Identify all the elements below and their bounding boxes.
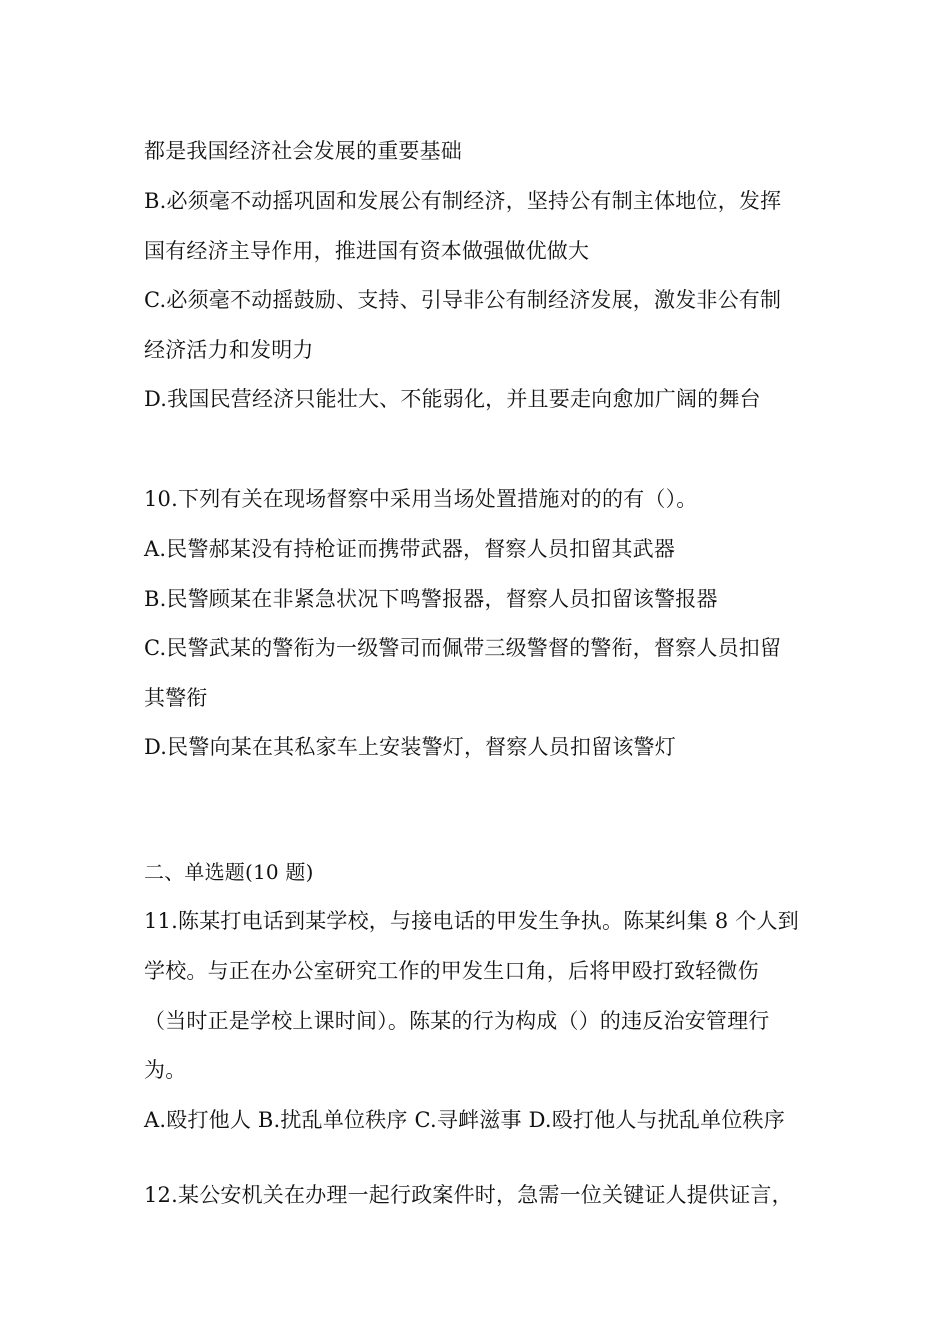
text-line: 其警衔: [144, 686, 208, 710]
section-heading: 二、单选题(10 题): [144, 860, 314, 884]
text-line: 学校。与正在办公室研究工作的甲发生口角，后将甲殴打致轻微伤: [144, 959, 759, 983]
text-line: 都是我国经济社会发展的重要基础: [144, 139, 462, 163]
question-10: 10.下列有关在现场督察中采用当场处置措施对的的有（）。: [144, 487, 698, 511]
text-line: （当时正是学校上课时间）。陈某的行为构成（）的违反治安管理行: [144, 1009, 770, 1033]
text-line: 为。: [144, 1058, 187, 1082]
option-a: A.民警郝某没有持枪证而携带武器，督察人员扣留其武器: [144, 537, 676, 561]
text-line: 经济活力和发明力: [144, 338, 314, 362]
option-b: B.民警顾某在非紧急状况下鸣警报器，督察人员扣留该警报器: [144, 587, 718, 611]
question-11: 11.陈某打电话到某学校，与接电话的甲发生争执。陈某纠集 8 个人到: [144, 909, 799, 933]
option-b: B.必须毫不动摇巩固和发展公有制经济，坚持公有制主体地位，发挥: [144, 189, 782, 213]
option-d: D.我国民营经济只能壮大、不能弱化，并且要走向愈加广阔的舞台: [144, 387, 761, 411]
options-line: A.殴打他人 B.扰乱单位秩序 C.寻衅滋事 D.殴打他人与扰乱单位秩序: [144, 1108, 785, 1132]
question-12: 12.某公安机关在办理一起行政案件时，急需一位关键证人提供证言，: [144, 1183, 793, 1207]
option-c: C.必须毫不动摇鼓励、支持、引导非公有制经济发展，激发非公有制: [144, 288, 782, 312]
option-c: C.民警武某的警衔为一级警司而佩带三级警督的警衔，督察人员扣留: [144, 636, 782, 660]
text-line: 国有经济主导作用，推进国有资本做强做优做大: [144, 239, 590, 263]
option-d: D.民警向某在其私家车上安装警灯，督察人员扣留该警灯: [144, 735, 676, 759]
